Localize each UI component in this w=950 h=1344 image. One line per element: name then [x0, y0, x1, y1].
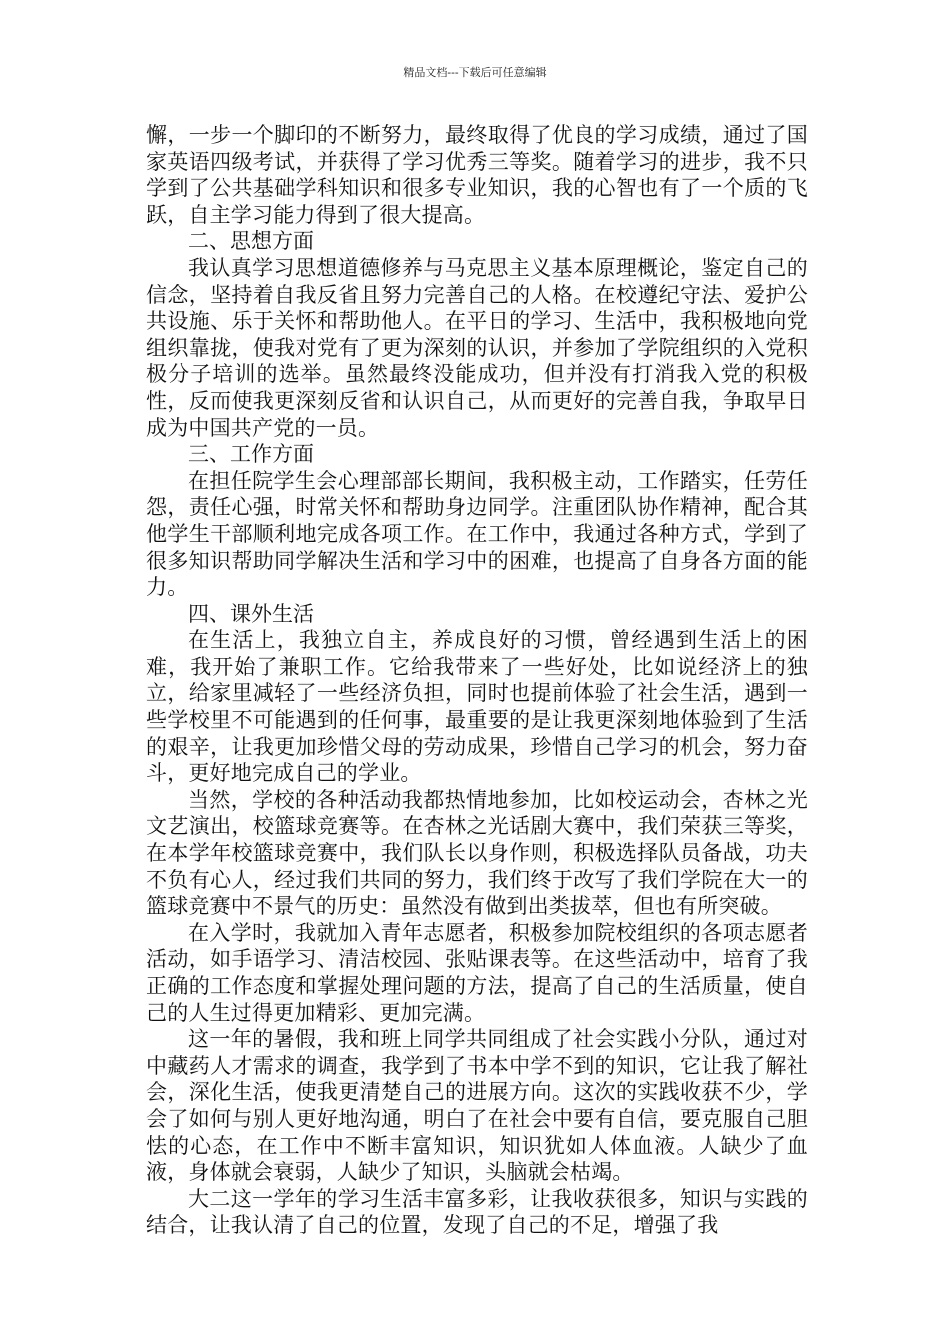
paragraph-summary: 大二这一学年的学习生活丰富多彩，让我收获很多，知识与实践的结合，让我认清了自己的位置，发现了自己的不足，增强了我: [146, 1186, 808, 1238]
paragraph-summer-practice: 这一年的暑假，我和班上同学共同组成了社会实践小分队，通过对中藏药人才需求的调查，我学到了书本中学不到的知识，它让我了解社会，深化生活，使我更清楚自己的进展方向。这次的实践收获不少，学会了如何与别人更好地沟通，明白了在社会中要有自信，要克服自己胆怯的心态，在工作中不断丰富知识，知识犹如人体血液。人缺少了血液，身体就会衰弱，人缺少了知识，头脑就会枯竭。: [146, 1027, 808, 1185]
section-heading-thought: 二、思想方面: [188, 229, 314, 254]
paragraph-study-continued: 懈，一步一个脚印的不断努力，最终取得了优良的学习成绩，通过了国家英语四级考试，并获得了学习优秀三等奖。随着学习的进步，我不只学到了公共基础学科知识和很多专业知识，我的心智也有了一个质的飞跃，自主学习能力得到了很大提高。: [146, 123, 808, 227]
page-header: 精品文档---下载后可任意编辑: [403, 66, 547, 79]
document-body: [146, 122, 808, 1239]
paragraph-thought: 我认真学习思想道德修养与马克思主义基本原理概论，鉴定自己的信念，坚持着自我反省且努力完善自己的人格。在校遵纪守法、爱护公共设施、乐于关怀和帮助他人。在平日的学习、生活中，我积极地向党组织靠拢，使我对党有了更为深刻的认识，并参加了学院组织的入党积极分子培训的选举。虽然最终没能成功，但并没有打消我入党的积极性，反而使我更深刻反省和认识自己，从而更好的完善自我，争取早日成为中国共产党的一员。: [146, 255, 808, 440]
paragraph-activities: 当然，学校的各种活动我都热情地参加，比如校运动会，杏林之光文艺演出，校篮球竞赛等。在杏林之光话剧大赛中，我们荣获三等奖，在本学年校篮球竞赛中，我们队长以身作则，积极选择队员备战，功夫不负有心人，经过我们共同的努力，我们终于改写了我们学院在大一的篮球竞赛中不景气的历史：虽然没有做到出类拔萃，但也有所突破。: [146, 787, 808, 919]
paragraph-volunteer: 在入学时，我就加入青年志愿者，积极参加院校组织的各项志愿者活动，如手语学习、清洁校园、张贴课表等。在这些活动中，培育了我正确的工作态度和掌握处理问题的方法，提高了自己的生活质量，使自己的人生过得更加精彩、更加完满。: [146, 920, 808, 1025]
paragraph-life: 在生活上，我独立自主，养成良好的习惯，曾经遇到生活上的困难，我开始了兼职工作。它给我带来了一些好处，比如说经济上的独立，给家里减轻了一些经济负担，同时也提前体验了社会生活，遇到一些学校里不可能遇到的任何事，最重要的是让我更深刻地体验到了生活的艰辛，让我更加珍惜父母的劳动成果，珍惜自己学习的机会，努力奋斗，更好地完成自己的学业。: [146, 628, 808, 786]
section-heading-extracurricular: 四、课外生活: [188, 601, 314, 626]
paragraph-work: 在担任院学生会心理部部长期间，我积极主动，工作踏实，任劳任怨，责任心强，时常关怀和帮助身边同学。注重团队协作精神，配合其他学生干部顺利地完成各项工作。在工作中，我通过各种方式，学到了很多知识帮助同学解决生活和学习中的困难，也提高了自身各方面的能力。: [146, 468, 808, 600]
section-heading-work: 三、工作方面: [188, 442, 314, 467]
